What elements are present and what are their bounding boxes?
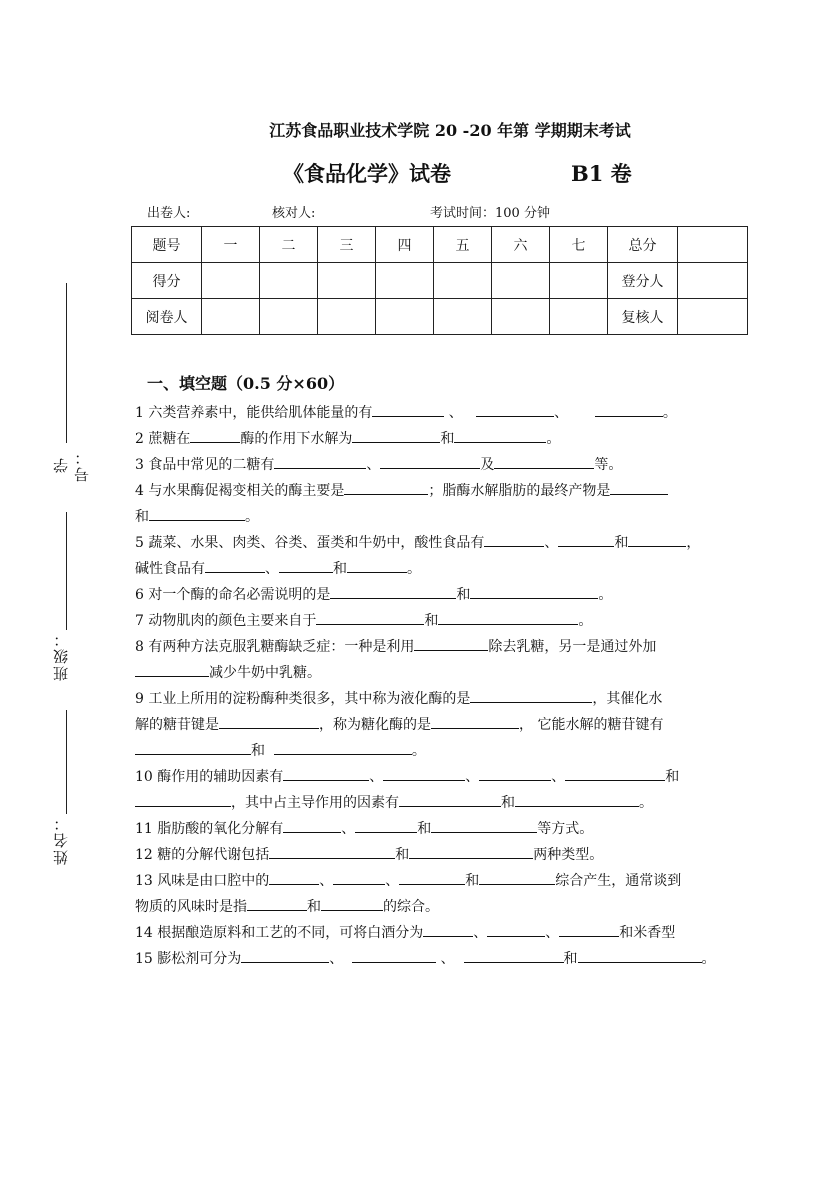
question-text: 物质的风味时是指 [135,899,247,915]
header-cell: 题号 [132,227,202,263]
question-text: 。 [598,587,613,603]
question-text: 、 [369,769,384,785]
question-text: 、 [366,457,381,473]
answer-blank[interactable] [274,739,412,755]
student-id-label: 学号： [52,448,91,482]
question-text: 、 [465,769,480,785]
answer-blank[interactable] [479,869,555,885]
question-text: 酶的作用下水解为 [240,431,353,447]
question-8 [135,634,747,660]
answer-blank[interactable] [559,921,619,937]
question-9-continued [135,712,747,738]
question-text: 、 [329,951,344,967]
answer-blank[interactable] [352,427,440,443]
question-10-continued [135,790,747,816]
question-text: 。 [546,431,561,447]
answer-blank[interactable] [484,531,544,547]
answer-blank[interactable] [578,947,702,963]
question-text: 和 [665,769,680,785]
score-cell[interactable] [678,299,748,335]
answer-blank[interactable] [135,739,251,755]
question-text: 。 [662,405,677,421]
answer-blank[interactable] [431,713,519,729]
question-text: 和 [251,743,265,759]
school-exam-title: 江苏食品职业技术学院 20 -20 年第 学期期末考试 [269,121,631,140]
question-text: 。 [639,795,653,811]
total-score-cell[interactable] [678,227,748,263]
question-text: 和 [135,509,149,525]
score-cell[interactable] [376,263,434,299]
answer-blank[interactable] [454,427,546,443]
answer-blank[interactable] [628,531,686,547]
question-text: 和 [307,899,321,915]
question-text: 、 [385,873,400,889]
answer-blank[interactable] [399,791,501,807]
answer-blank[interactable] [355,817,417,833]
table-row [132,299,748,335]
score-cell[interactable] [260,263,318,299]
question-text: 。 [407,561,421,577]
answer-blank[interactable] [279,557,333,573]
name-label: 姓名： [52,814,70,866]
question-text: 8 有两种方法克服乳糖酶缺乏症：一种是利用 [135,639,415,655]
question-text: 1 六类营养素中，能供给肌体能量的有 [135,405,373,421]
answer-blank[interactable] [479,765,551,781]
paper-code: B1 卷 [571,161,632,186]
question-text: 。 [245,509,259,525]
question-text: 和 [424,613,439,629]
header-cell: 一 [202,227,260,263]
question-text: 3 食品中常见的二糖有 [135,457,275,473]
score-cell[interactable] [492,299,550,335]
score-cell[interactable] [434,299,492,335]
answer-blank[interactable] [515,791,639,807]
question-text: 碱性食品有 [135,561,205,577]
question-text: 。 [578,613,593,629]
question-text: 。 [701,951,716,967]
header-cell: 五 [434,227,492,263]
header-cell: 四 [376,227,434,263]
score-cell[interactable] [376,299,434,335]
question-10 [135,764,747,790]
question-text: ， [686,535,701,551]
question-text: 、 [554,405,569,421]
answer-blank[interactable] [190,427,240,443]
question-text: 和 [563,951,578,967]
question-text: 、 [341,821,356,837]
checker-label: 核对人: [272,206,316,221]
question-11 [135,816,747,842]
table-row [132,263,748,299]
header-cell: 二 [260,227,318,263]
question-4 [135,478,747,504]
answer-blank[interactable] [494,453,594,469]
table-row [132,227,748,263]
question-text: ， 它能水解的糖苷键有 [519,717,664,733]
answer-blank[interactable] [352,947,436,963]
question-4-continued [135,504,747,530]
class-label: 班级： [52,630,70,682]
question-text: 减少牛奶中乳糖。 [209,665,321,681]
question-text: 等方式。 [537,821,594,837]
answer-blank[interactable] [476,401,554,417]
section-title: 一、填空题（0.5 分×60） [147,374,345,393]
question-text: 和米香型 [619,925,676,941]
score-cell[interactable] [434,263,492,299]
row-label: 阅卷人 [132,299,202,335]
answer-blank[interactable] [487,921,545,937]
question-text: 。 [411,743,426,759]
question-text: 和 [614,535,629,551]
binding-line [66,710,67,814]
question-text: 和 [417,821,432,837]
question-text: 等。 [594,457,623,473]
question-list [135,400,747,972]
question-text: 、 [473,925,488,941]
score-cell[interactable] [550,263,608,299]
row-label: 登分人 [608,263,678,299]
answer-blank[interactable] [423,921,473,937]
question-text: 、 [436,951,455,967]
score-cell[interactable] [202,263,260,299]
answer-blank[interactable] [438,609,578,625]
answer-blank[interactable] [274,453,366,469]
question-text: 、 [545,925,560,941]
header-cell: 六 [492,227,550,263]
header-cell: 三 [318,227,376,263]
question-12 [135,842,747,868]
question-text: 10 酶作用的辅助因素有 [135,769,284,785]
question-text: 14 根据酿造原料和工艺的不同，可将白酒分为 [135,925,424,941]
answer-blank[interactable] [316,609,424,625]
question-text: 11 脂肪酸的氧化分解有 [135,821,284,837]
question-text: 除去乳糖，另一是通过外加 [488,639,657,655]
answer-blank[interactable] [347,557,407,573]
question-text: 5 蔬菜、水果、肉类、谷类、蛋类和牛奶中，酸性食品有 [135,535,485,551]
header-cell: 七 [550,227,608,263]
answer-blank[interactable] [283,817,341,833]
answer-blank[interactable] [333,869,385,885]
answer-blank[interactable] [470,687,592,703]
answer-blank[interactable] [135,661,209,677]
question-5 [135,530,747,556]
question-text: 、 [319,873,334,889]
question-text: 12 糖的分解代谢包括 [135,847,270,863]
answer-blank[interactable] [610,479,668,495]
question-text: 解的糖苷键是 [135,717,219,733]
answer-blank[interactable] [241,947,329,963]
question-text: 9 工业上所用的淀粉酶种类很多，其中称为液化酶的是 [135,691,471,707]
score-cell[interactable] [318,263,376,299]
question-13-continued [135,894,747,920]
header-cell: 总分 [608,227,678,263]
answer-blank[interactable] [383,765,465,781]
question-1 [135,400,747,426]
answer-blank[interactable] [269,869,319,885]
question-15 [135,946,747,972]
question-3 [135,452,747,478]
question-9 [135,686,747,712]
question-2 [135,426,747,452]
row-label: 得分 [132,263,202,299]
answer-blank[interactable] [558,531,614,547]
answer-blank[interactable] [565,765,665,781]
question-text: 、 [444,405,463,421]
exam-time: 考试时间：100 分钟 [430,206,550,221]
score-cell[interactable] [550,299,608,335]
question-text: 和 [440,431,455,447]
answer-blank[interactable] [409,843,533,859]
answer-blank[interactable] [595,401,663,417]
answer-blank[interactable] [135,791,231,807]
question-text: ，称为糖化酶的是 [319,717,431,733]
question-text: 两种类型。 [533,847,604,863]
question-5-continued [135,556,747,582]
question-text: 6 对一个酶的命名必需说明的是 [135,587,331,603]
answer-blank[interactable] [321,895,383,911]
answer-blank[interactable] [269,843,395,859]
answer-blank[interactable] [219,713,319,729]
answer-blank[interactable] [470,583,598,599]
answer-blank[interactable] [380,453,480,469]
setter-label: 出卷人: [147,206,191,221]
question-8-continued [135,660,747,686]
question-7 [135,608,747,634]
answer-blank[interactable] [330,583,456,599]
question-text: ；脂酶水解脂肪的最终产物是 [428,483,611,499]
question-text: 和 [333,561,347,577]
answer-blank[interactable] [344,479,428,495]
question-text: 、 [544,535,559,551]
question-14 [135,920,747,946]
score-cell[interactable] [492,263,550,299]
answer-blank[interactable] [414,635,488,651]
row-label: 复核人 [608,299,678,335]
question-text: 综合产生，通常谈到 [555,873,682,889]
answer-blank[interactable] [431,817,537,833]
answer-blank[interactable] [247,895,307,911]
answer-blank[interactable] [372,401,444,417]
question-text: ，其催化水 [592,691,663,707]
question-text: 和 [395,847,410,863]
question-text: 、 [551,769,566,785]
binding-line [66,283,67,443]
score-cell[interactable] [260,299,318,335]
question-text: 15 膨松剂可分为 [135,951,242,967]
question-9-continued [135,738,747,764]
score-cell[interactable] [202,299,260,335]
question-6 [135,582,747,608]
question-text: 2 蔗糖在 [135,431,191,447]
answer-blank[interactable] [149,505,245,521]
question-text: 7 动物肌肉的颜色主要来自于 [135,613,317,629]
answer-blank[interactable] [399,869,465,885]
score-table [131,226,748,335]
question-13 [135,868,747,894]
paper-title: 《食品化学》试卷 [283,161,451,186]
question-text: 和 [501,795,515,811]
question-text: 13 风味是由口腔中的 [135,873,270,889]
score-cell[interactable] [318,299,376,335]
answer-blank[interactable] [283,765,369,781]
question-text: 、 [265,561,279,577]
score-cell[interactable] [678,263,748,299]
question-text: 的综合。 [383,899,439,915]
answer-blank[interactable] [464,947,564,963]
question-text: 4 与水果酶促褐变相关的酶主要是 [135,483,345,499]
answer-blank[interactable] [205,557,265,573]
binding-line [66,512,67,630]
question-text: 及 [480,457,495,473]
question-text: 和 [465,873,480,889]
question-text: ，其中占主导作用的因素有 [231,795,399,811]
question-text: 和 [456,587,471,603]
